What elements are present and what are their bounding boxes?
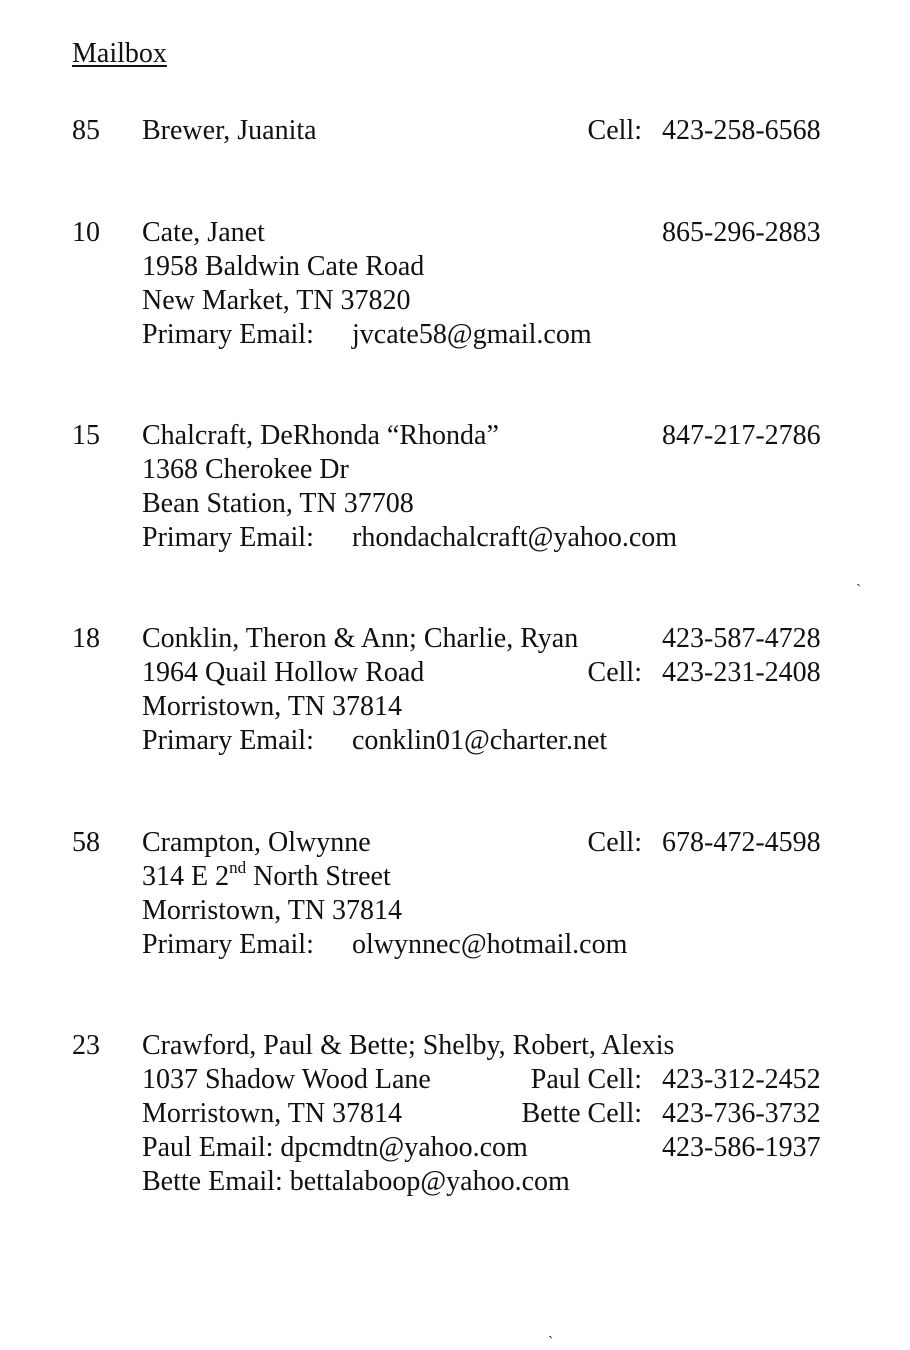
- address-line-2: [0, 487, 910, 521]
- page-heading: Mailbox: [72, 38, 167, 69]
- email-row-paul: [0, 1131, 910, 1165]
- mailbox-number: 10: [72, 217, 100, 248]
- address-line-2: [0, 1097, 910, 1131]
- scan-mark: ˏ: [548, 1322, 554, 1339]
- entry-name-row: [0, 622, 910, 656]
- street-address: 1037 Shadow Wood Lane: [142, 1064, 431, 1095]
- paul-email: Paul Email: dpcmdtn@yahoo.com: [142, 1132, 528, 1163]
- email-address: jvcate58@gmail.com: [352, 319, 592, 350]
- entry-name-row: [0, 216, 910, 250]
- directory-entry: [0, 622, 910, 758]
- resident-name: Cate, Janet: [142, 217, 265, 248]
- address-line-2: [0, 894, 910, 928]
- email-label: Primary Email:: [142, 522, 314, 553]
- street-address-start: 314 E 2: [142, 861, 230, 892]
- email-row-bette: [0, 1165, 910, 1199]
- city-state-zip: Morristown, TN 37814: [142, 895, 403, 926]
- resident-name: Crampton, Olwynne: [142, 827, 371, 858]
- street-address: 1964 Quail Hollow Road: [142, 657, 425, 688]
- city-state-zip: Morristown, TN 37814: [142, 1098, 403, 1129]
- email-row: [0, 928, 910, 962]
- mailbox-number: 85: [72, 115, 100, 146]
- email-row: [0, 724, 910, 758]
- street-address: 1368 Cherokee Dr: [142, 454, 349, 485]
- address-line-2: [0, 690, 910, 724]
- address-line-1: [0, 656, 910, 690]
- ordinal-suffix: nd: [229, 857, 247, 877]
- home-phone-number: 423-586-1937: [662, 1132, 821, 1163]
- phone-number: 423-258-6568: [662, 115, 821, 146]
- cell-number: 423-231-2408: [662, 657, 821, 688]
- scan-mark: ˏ: [856, 570, 862, 587]
- phone-label: Cell:: [587, 115, 642, 146]
- street-address: 1958 Baldwin Cate Road: [142, 251, 425, 282]
- entry-name-row: [0, 114, 910, 148]
- mailbox-number: 58: [72, 827, 100, 858]
- directory-entry: [0, 1029, 910, 1199]
- city-state-zip: Morristown, TN 37814: [142, 691, 403, 722]
- email-label: Primary Email:: [142, 929, 314, 960]
- paul-cell-number: 423-312-2452: [662, 1064, 821, 1095]
- email-address: rhondachalcraft@yahoo.com: [352, 522, 678, 553]
- bette-cell-label: Bette Cell:: [521, 1098, 642, 1129]
- phone-number: 423-587-4728: [662, 623, 821, 654]
- email-address: conklin01@charter.net: [352, 725, 608, 756]
- directory-entry: [0, 216, 910, 352]
- directory-entry: [0, 114, 910, 148]
- address-line-1: [0, 1063, 910, 1097]
- address-line-2: [0, 284, 910, 318]
- email-label: Primary Email:: [142, 319, 314, 350]
- email-address: olwynnec@hotmail.com: [352, 929, 628, 960]
- street-address-end: North Street: [246, 861, 391, 892]
- bette-cell-number: 423-736-3732: [662, 1098, 821, 1129]
- entry-name-row: [0, 419, 910, 453]
- resident-name: Chalcraft, DeRhonda “Rhonda”: [142, 420, 499, 451]
- phone-number: 847-217-2786: [662, 420, 821, 451]
- bette-email: Bette Email: bettalaboop@yahoo.com: [142, 1166, 570, 1197]
- address-line-1: [0, 857, 910, 894]
- entry-name-row: [0, 826, 910, 860]
- mailbox-number: 18: [72, 623, 100, 654]
- email-label: Primary Email:: [142, 725, 314, 756]
- city-state-zip: Bean Station, TN 37708: [142, 488, 414, 519]
- resident-name: Conklin, Theron & Ann; Charlie, Ryan: [142, 623, 579, 654]
- paul-cell-label: Paul Cell:: [530, 1064, 642, 1095]
- cell-label: Cell:: [587, 657, 642, 688]
- phone-number: 678-472-4598: [662, 827, 821, 858]
- address-line-1: [0, 453, 910, 487]
- email-row: [0, 318, 910, 352]
- street-address: [142, 857, 391, 894]
- phone-label: Cell:: [587, 827, 642, 858]
- city-state-zip: New Market, TN 37820: [142, 285, 411, 316]
- directory-entry: [0, 419, 910, 555]
- phone-number: 865-296-2883: [662, 217, 821, 248]
- mailbox-number: 15: [72, 420, 100, 451]
- address-line-1: [0, 250, 910, 284]
- resident-name: Brewer, Juanita: [142, 115, 317, 146]
- mailbox-number: 23: [72, 1030, 100, 1061]
- directory-entry: [0, 826, 910, 962]
- resident-name: Crawford, Paul & Bette; Shelby, Robert, Alexis: [142, 1030, 675, 1061]
- entry-name-row: [0, 1029, 910, 1063]
- email-row: [0, 521, 910, 555]
